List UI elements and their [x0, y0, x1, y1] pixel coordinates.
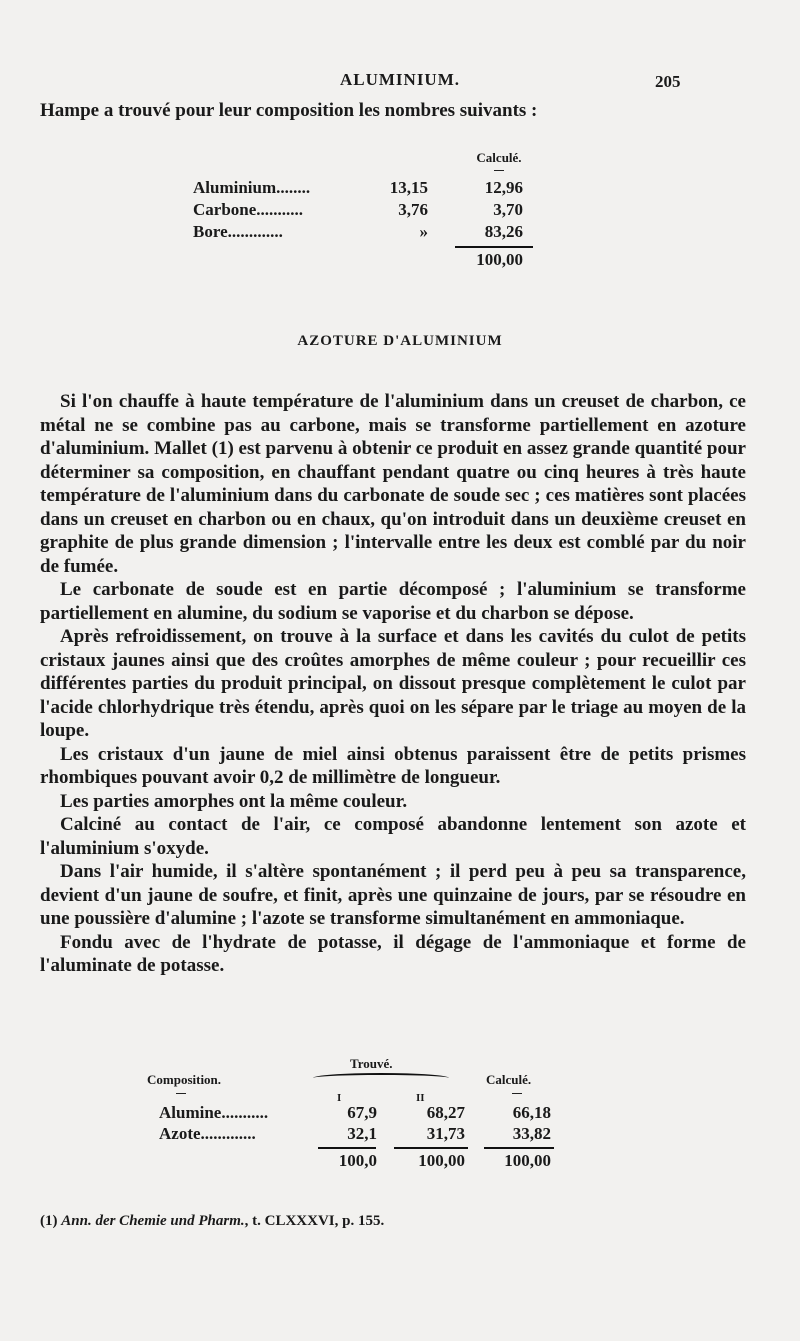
- paragraph: Les parties amorphes ont la même couleur.: [60, 790, 408, 812]
- header-dash: [512, 1093, 522, 1094]
- header-dash: [494, 170, 504, 171]
- running-title: ALUMINIUM.: [339, 70, 461, 89]
- composition-header: Composition.: [147, 1072, 222, 1087]
- paragraph: Calciné au contact de l'air, ce composé abandonne lentement son azote et l'aluminium s'oxyde.: [40, 814, 746, 859]
- found-i-value: 67,9: [347, 1103, 377, 1122]
- calculated-header: Calculé.: [476, 150, 522, 165]
- element-label: Bore.............: [193, 222, 283, 241]
- footnote: [40, 1213, 384, 1230]
- analysis-ii-label: II: [416, 1092, 425, 1104]
- paragraph: Après refroidissement, on trouve à la surface et dans les cavités du culot de petits cristaux jaunes ainsi que des croûtes amorphes de même couleur ; pour recueillir ces différentes parties du produit principal, on dissout presque complètement le culot par l'acide chlorhydrique très étendu, après quoi on les sépare par le triage au moyen de la loupe.: [40, 626, 746, 741]
- total-rule: [484, 1147, 554, 1149]
- found-value: »: [419, 222, 428, 241]
- table-row: [193, 222, 533, 242]
- calculated-value: 3,70: [493, 200, 523, 219]
- total-rule: [455, 246, 533, 248]
- paragraph: Le carbonate de soude est en partie décomposé ; l'aluminium se transforme partiellement en alumine, du sodium se vaporise et du charbon se dépose.: [40, 579, 746, 624]
- element-label: Carbone...........: [193, 200, 304, 219]
- found-value: 13,15: [389, 178, 428, 197]
- calculated-value: 83,26: [484, 222, 523, 241]
- table-row: [159, 1124, 559, 1144]
- header-dash: [176, 1093, 186, 1094]
- total-value: 100,00: [476, 250, 523, 269]
- found-ii-value: 68,27: [426, 1103, 465, 1122]
- total-ii-value: 100,00: [418, 1151, 465, 1170]
- found-brace: [313, 1073, 449, 1083]
- calculated-value: 66,18: [512, 1103, 551, 1122]
- calculated-value: 12,96: [484, 178, 523, 197]
- paragraph: Dans l'air humide, il s'altère spontanément ; il perd peu à peu sa transparence, devient d'un jaune de soufre, et finit, après une quinzaine de jours, par se résoudre en une poussière d'alumine ; l'azote se transforme simultanément en ammoniaque.: [40, 861, 746, 929]
- found-value: 3,76: [398, 200, 428, 219]
- section-heading: AZOTURE D'ALUMINIUM: [297, 333, 503, 349]
- found-ii-value: 31,73: [426, 1124, 465, 1143]
- compound-label: Alumine...........: [159, 1103, 269, 1122]
- footnote-reference: , t. CLXXXVI, p. 155.: [244, 1213, 385, 1229]
- page-number: 205: [655, 72, 681, 91]
- element-label: Aluminium........: [193, 178, 311, 197]
- analysis-i-label: I: [337, 1092, 342, 1104]
- table-row: [159, 1103, 559, 1123]
- footnote-mark: (1): [40, 1213, 58, 1229]
- table-row: [193, 200, 533, 220]
- total-rule: [318, 1147, 376, 1149]
- found-i-value: 32,1: [347, 1124, 377, 1143]
- compound-label: Azote.............: [159, 1124, 256, 1143]
- total-rule: [394, 1147, 468, 1149]
- intro-sentence: Hampe a trouvé pour leur composition les nombres suivants :: [40, 100, 538, 121]
- calculated-header: Calculé.: [486, 1072, 532, 1087]
- total-i-value: 100,0: [338, 1151, 377, 1170]
- found-header: Trouvé.: [350, 1056, 393, 1071]
- table-row: [193, 178, 533, 198]
- footnote-journal: Ann. der Chemie und Pharm.: [61, 1213, 245, 1229]
- body-text: [40, 390, 746, 978]
- total-calculated-value: 100,00: [504, 1151, 551, 1170]
- paragraph: Fondu avec de l'hydrate de potasse, il dégage de l'ammoniaque et forme de l'aluminate de potasse.: [40, 931, 746, 976]
- paragraph: Les cristaux d'un jaune de miel ainsi obtenus paraissent être de petits prismes rhombiques pouvant avoir 0,2 de millimètre de longueur.: [40, 743, 746, 788]
- calculated-value: 33,82: [512, 1124, 551, 1143]
- paragraph: Si l'on chauffe à haute température de l'aluminium dans un creuset de charbon, ce métal ne se combine pas au carbone, mais se transforme partiellement en azoture d'aluminium. Mallet (1) est parvenu à obtenir ce produit en assez grande quantité pour déterminer sa composition, en chauffant pendant quatre ou cinq heures à très haute température de l'aluminium dans du carbonate de soude sec ; ces matières sont placées dans un creuset en charbon ou en chaux, qu'on introduit dans un deuxième creuset en graphite de plus grande dimension ; l'intervalle entre les deux est comblé par du noir de fumée.: [40, 391, 746, 577]
